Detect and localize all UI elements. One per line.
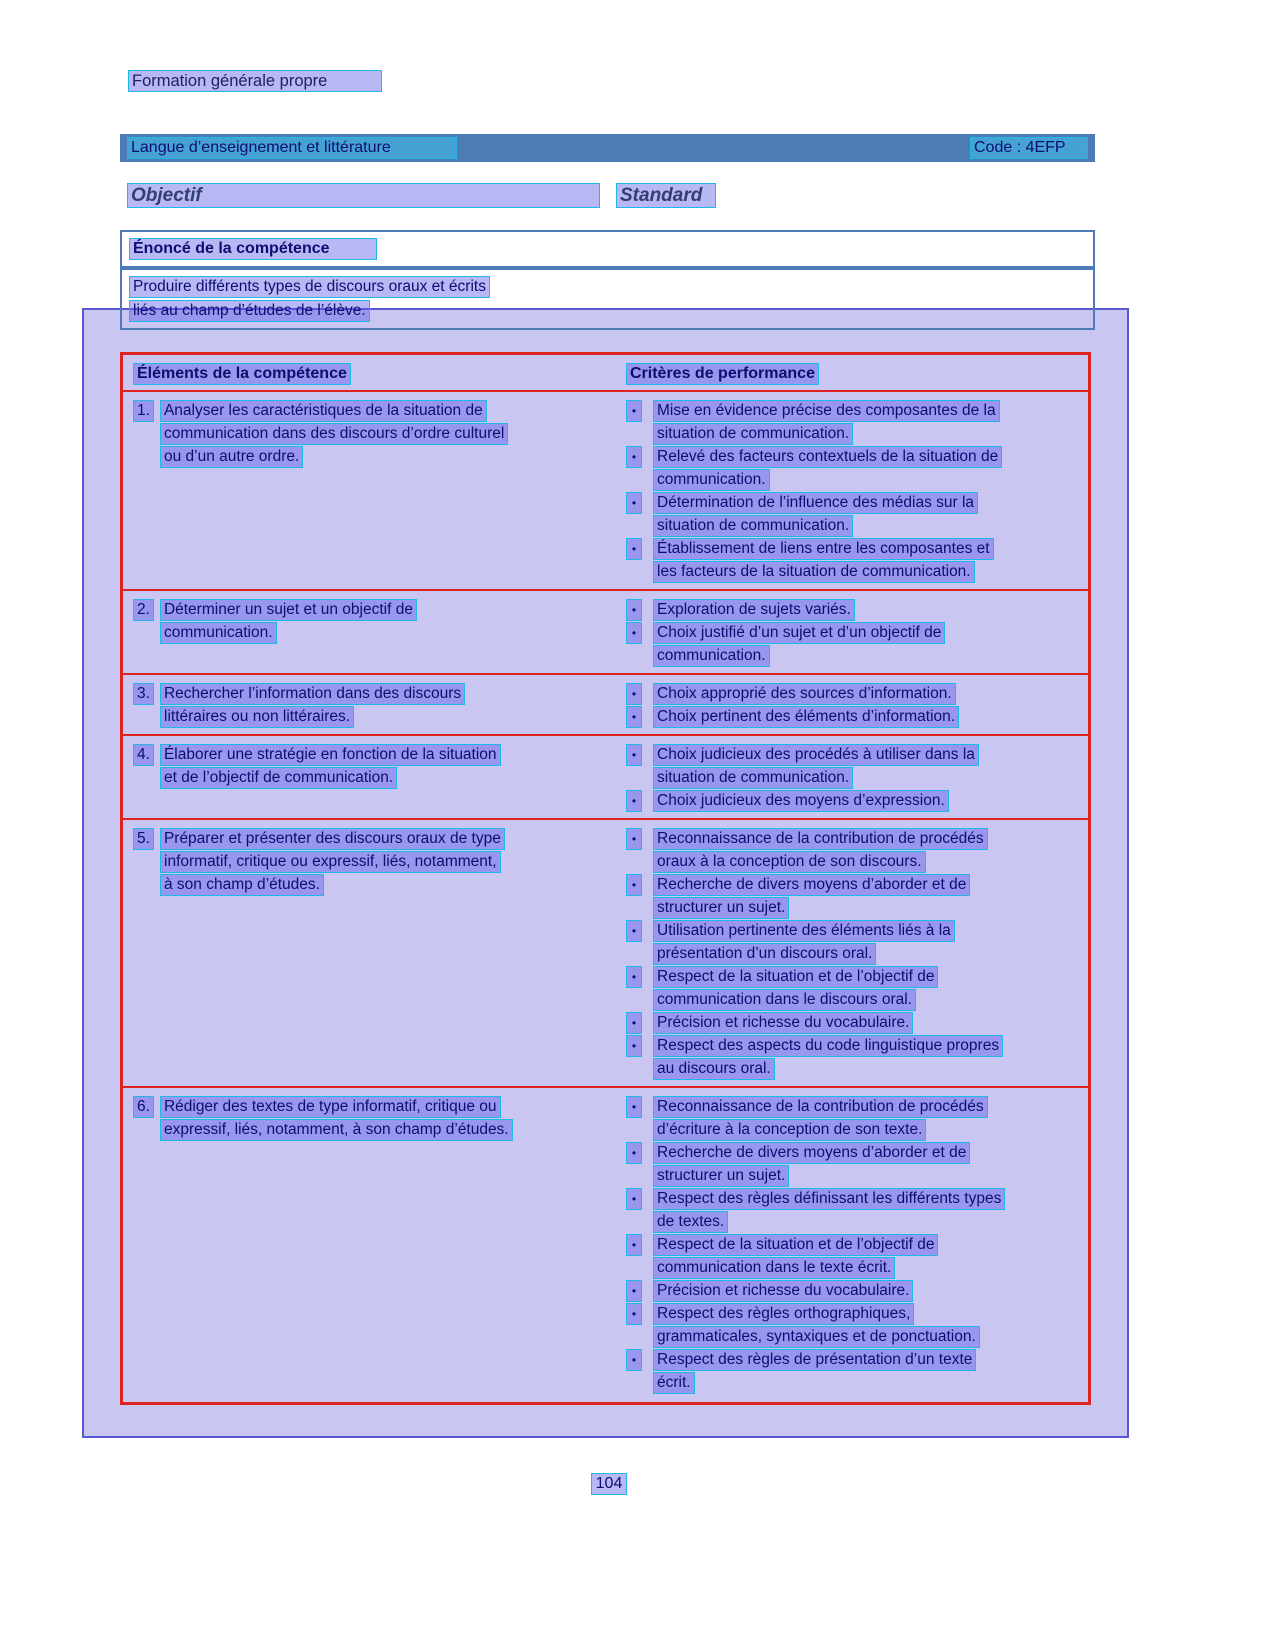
criterion (626, 1096, 1080, 1141)
bullet-icon: • (626, 446, 642, 468)
table-body (123, 392, 1088, 1400)
element-line-wrap (160, 851, 610, 873)
criterion-line: situation de communication. (653, 515, 853, 537)
criterion-line: présentation d’un discours oral. (653, 943, 876, 965)
criterion-lines (653, 1012, 913, 1034)
table-row (123, 734, 1088, 818)
element-line: Déterminer un sujet et un objectif de (160, 599, 417, 621)
criterion-line: Exploration de sujets variés. (653, 599, 855, 621)
criterion-lines (653, 1035, 1003, 1080)
element-line: communication. (160, 622, 277, 644)
criterion-line: Reconnaissance de la contribution de procédés (653, 1096, 988, 1118)
criteria-cell (618, 392, 1088, 589)
criterion (626, 1142, 1080, 1187)
table-row (123, 1086, 1088, 1400)
criterion-line: communication dans le discours oral. (653, 989, 916, 1011)
item-number: 5. (133, 828, 154, 850)
element-line-wrap (133, 744, 610, 766)
criterion-line: grammaticales, syntaxiques et de ponctuation. (653, 1326, 980, 1348)
criterion-line: écrit. (653, 1372, 695, 1394)
criterion (626, 1280, 1080, 1302)
bullet-icon: • (626, 874, 642, 896)
criterion-line: structurer un sujet. (653, 897, 789, 919)
element-line: Rechercher l’information dans des discours (160, 683, 465, 705)
criterion-lines (653, 1188, 1005, 1233)
table-row (123, 818, 1088, 1086)
col-header-elements: Éléments de la compétence (133, 363, 351, 385)
element-line-wrap (160, 446, 610, 468)
criterion (626, 400, 1080, 445)
element-line: à son champ d’études. (160, 874, 324, 896)
page-number: 104 (591, 1473, 627, 1495)
criterion (626, 622, 1080, 667)
element-cell (123, 1088, 618, 1400)
objectif-heading: Objectif (127, 183, 600, 208)
criterion-line: structurer un sujet. (653, 1165, 789, 1187)
criterion-lines (653, 874, 970, 919)
bullet-icon: • (626, 599, 642, 621)
criterion-lines (653, 1142, 970, 1187)
criterion-line: communication. (653, 469, 770, 491)
criterion (626, 966, 1080, 1011)
criterion (626, 1012, 1080, 1034)
enonce-title: Énoncé de la compétence (129, 238, 377, 260)
criterion (626, 1303, 1080, 1348)
bullet-icon: • (626, 1188, 642, 1210)
criterion-lines (653, 622, 945, 667)
element-cell (123, 591, 618, 673)
enonce-line: Produire différents types de discours oraux et écrits (129, 276, 490, 298)
table-row (123, 589, 1088, 673)
bullet-icon: • (626, 1096, 642, 1118)
criterion-line: Recherche de divers moyens d’aborder et de (653, 874, 970, 896)
element-line: ou d’un autre ordre. (160, 446, 303, 468)
bullet-icon: • (626, 744, 642, 766)
criterion-line: oraux à la conception de son discours. (653, 851, 926, 873)
item-number: 1. (133, 400, 154, 422)
element-cell (123, 736, 618, 818)
criterion (626, 1188, 1080, 1233)
header-title: Langue d’enseignement et littérature (127, 137, 457, 159)
element-line: expressif, liés, notamment, à son champ d’études. (160, 1119, 513, 1141)
criterion-line: Choix approprié des sources d’information. (653, 683, 956, 705)
criterion-line: Respect de la situation et de l’objectif de (653, 1234, 938, 1256)
element-line-wrap (160, 423, 610, 445)
element-line: Rédiger des textes de type informatif, critique ou (160, 1096, 501, 1118)
criterion-line: Mise en évidence précise des composantes de la (653, 400, 1000, 422)
criteria-cell (618, 675, 1088, 734)
table-row (123, 673, 1088, 734)
element-line: Préparer et présenter des discours oraux de type (160, 828, 505, 850)
criterion-line: d’écriture à la conception de son texte. (653, 1119, 926, 1141)
criterion-line: Respect des aspects du code linguistique propres (653, 1035, 1003, 1057)
criterion-lines (653, 1349, 976, 1394)
criterion-line: Reconnaissance de la contribution de procédés (653, 828, 988, 850)
bullet-icon: • (626, 920, 642, 942)
criterion-line: Précision et richesse du vocabulaire. (653, 1012, 913, 1034)
item-number: 3. (133, 683, 154, 705)
bullet-icon: • (626, 828, 642, 850)
bullet-icon: • (626, 492, 642, 514)
table-row (123, 392, 1088, 589)
bullet-icon: • (626, 1349, 642, 1371)
criterion-line: Respect des règles définissant les différents types (653, 1188, 1005, 1210)
enonce-content-box (120, 268, 1095, 330)
table-header-row (123, 355, 1088, 392)
enonce-line: liés au champ d’études de l’élève. (129, 300, 370, 322)
element-cell (123, 820, 618, 1086)
criterion-line: Respect des règles de présentation d’un texte (653, 1349, 976, 1371)
criterion-lines (653, 446, 1002, 491)
criterion-lines (653, 966, 938, 1011)
top-label: Formation générale propre (128, 70, 382, 92)
element-line-wrap (133, 599, 610, 621)
criterion (626, 874, 1080, 919)
bullet-icon: • (626, 538, 642, 560)
criteria-cell (618, 1088, 1088, 1400)
criteria-cell (618, 591, 1088, 673)
criterion (626, 683, 1080, 705)
element-line: Élaborer une stratégie en fonction de la situation (160, 744, 501, 766)
bullet-icon: • (626, 622, 642, 644)
criterion-line: Détermination de l’influence des médias sur la (653, 492, 978, 514)
bullet-icon: • (626, 400, 642, 422)
criterion-lines (653, 920, 955, 965)
criterion-line: Choix pertinent des éléments d’information. (653, 706, 959, 728)
element-line-wrap (133, 1096, 610, 1118)
col-header-criteres: Critères de performance (626, 363, 819, 385)
criterion-line: Choix judicieux des procédés à utiliser dans la (653, 744, 979, 766)
bullet-icon: • (626, 1035, 642, 1057)
competence-table (120, 352, 1091, 1405)
element-line: et de l’objectif de communication. (160, 767, 397, 789)
criterion-lines (653, 706, 959, 728)
criterion (626, 1349, 1080, 1394)
criterion-lines (653, 538, 994, 583)
bullet-icon: • (626, 1234, 642, 1256)
standard-heading: Standard (616, 183, 716, 208)
bullet-icon: • (626, 1142, 642, 1164)
item-number: 6. (133, 1096, 154, 1118)
bullet-icon: • (626, 966, 642, 988)
criterion (626, 599, 1080, 621)
criterion-line: Établissement de liens entre les composantes et (653, 538, 994, 560)
bullet-icon: • (626, 1012, 642, 1034)
criteria-cell (618, 736, 1088, 818)
criterion-lines (653, 1234, 938, 1279)
criterion (626, 446, 1080, 491)
criterion (626, 1035, 1080, 1080)
criterion (626, 706, 1080, 728)
criteria-cell (618, 820, 1088, 1086)
criterion-lines (653, 492, 978, 537)
criterion-lines (653, 400, 1000, 445)
criterion-line: de textes. (653, 1211, 728, 1233)
element-cell (123, 392, 618, 589)
element-cell (123, 675, 618, 734)
bullet-icon: • (626, 683, 642, 705)
criterion-line: situation de communication. (653, 423, 853, 445)
element-line-wrap (160, 1119, 610, 1141)
criterion-line: Précision et richesse du vocabulaire. (653, 1280, 913, 1302)
header-code: Code : 4EFP (970, 137, 1088, 159)
criterion-line: Respect de la situation et de l’objectif de (653, 966, 938, 988)
criterion (626, 1234, 1080, 1279)
element-line: littéraires ou non littéraires. (160, 706, 354, 728)
element-line: Analyser les caractéristiques de la situation de (160, 400, 487, 422)
criterion-lines (653, 599, 855, 621)
bullet-icon: • (626, 1280, 642, 1302)
criterion-lines (653, 1280, 913, 1302)
criterion (626, 920, 1080, 965)
item-number: 4. (133, 744, 154, 766)
criterion-line: Utilisation pertinente des éléments liés à la (653, 920, 955, 942)
element-line: communication dans des discours d’ordre culturel (160, 423, 508, 445)
criterion-line: situation de communication. (653, 767, 853, 789)
header-cell-criteres (618, 355, 1088, 390)
criterion (626, 492, 1080, 537)
element-line: informatif, critique ou expressif, liés, notamment, (160, 851, 501, 873)
criterion-line: Recherche de divers moyens d’aborder et de (653, 1142, 970, 1164)
element-line-wrap (160, 767, 610, 789)
criterion-line: communication. (653, 645, 770, 667)
header-bar (120, 134, 1095, 162)
criterion (626, 790, 1080, 812)
criterion-line: les facteurs de la situation de communication. (653, 561, 975, 583)
bullet-icon: • (626, 790, 642, 812)
criterion-lines (653, 1303, 980, 1348)
criterion-line: Choix judicieux des moyens d’expression. (653, 790, 949, 812)
element-line-wrap (160, 874, 610, 896)
criterion-line: Choix justifié d’un sujet et d’un objectif de (653, 622, 945, 644)
criterion-line: au discours oral. (653, 1058, 775, 1080)
criterion-line: Relevé des facteurs contextuels de la situation de (653, 446, 1002, 468)
element-line-wrap (160, 622, 610, 644)
bullet-icon: • (626, 706, 642, 728)
criterion (626, 828, 1080, 873)
criterion-lines (653, 1096, 988, 1141)
criterion-lines (653, 744, 979, 789)
criterion (626, 744, 1080, 789)
header-cell-elements (123, 355, 618, 390)
criterion (626, 538, 1080, 583)
element-line-wrap (160, 706, 610, 728)
enonce-title-box (120, 230, 1095, 268)
element-line-wrap (133, 683, 610, 705)
criterion-lines (653, 790, 949, 812)
criterion-line: Respect des règles orthographiques, (653, 1303, 914, 1325)
criterion-lines (653, 683, 956, 705)
item-number: 2. (133, 599, 154, 621)
criterion-line: communication dans le texte écrit. (653, 1257, 895, 1279)
criterion-lines (653, 828, 988, 873)
bullet-icon: • (626, 1303, 642, 1325)
element-line-wrap (133, 828, 610, 850)
element-line-wrap (133, 400, 610, 422)
